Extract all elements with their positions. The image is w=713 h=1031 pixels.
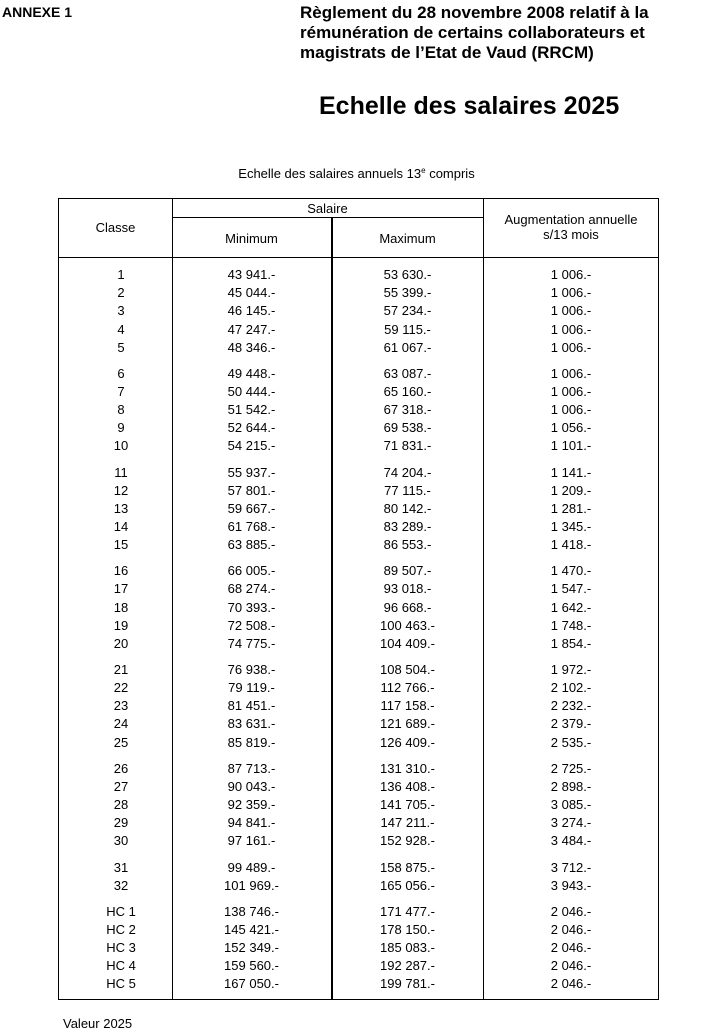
- cell-classe: 6: [117, 365, 125, 381]
- cell-augmentation: 1 006.-: [550, 285, 592, 301]
- caption-superscript: e: [421, 166, 426, 175]
- table-row: [59, 562, 658, 580]
- cell-maximum: 93 018.-: [383, 581, 432, 597]
- cell-augmentation: 2 898.-: [550, 778, 592, 794]
- cell-minimum: 74 775.-: [227, 635, 276, 651]
- cell-augmentation: 1 470.-: [550, 563, 592, 579]
- table-row: [59, 921, 658, 939]
- cell-maximum: 104 409.-: [380, 635, 435, 651]
- cell-minimum: 81 451.-: [227, 698, 276, 714]
- header-minimum: Minimum: [225, 231, 278, 246]
- cell-augmentation: 1 006.-: [550, 267, 592, 282]
- cell-minimum: 92 359.-: [227, 797, 276, 812]
- table-row: [59, 401, 658, 419]
- cell-augmentation: 1 642.-: [550, 599, 592, 615]
- cell-maximum: 147 211.-: [380, 815, 435, 831]
- cell-minimum: 85 819.-: [227, 734, 276, 750]
- cell-classe: 25: [113, 734, 129, 750]
- table-row: [59, 321, 658, 339]
- cell-minimum: 54 215.-: [227, 438, 276, 454]
- cell-augmentation: 3 712.-: [550, 859, 592, 875]
- table-row: [59, 859, 658, 877]
- cell-augmentation: 3 943.-: [550, 877, 592, 893]
- cell-minimum: 94 841.-: [227, 815, 276, 831]
- header-augmentation: [484, 212, 658, 242]
- cell-augmentation: 3 085.-: [550, 797, 592, 812]
- cell-classe: 10: [113, 438, 129, 454]
- cell-maximum: 89 507.-: [383, 563, 432, 579]
- cell-augmentation: 1 101.-: [550, 438, 592, 454]
- cell-classe: HC 4: [106, 958, 136, 974]
- cell-maximum: 63 087.-: [383, 365, 432, 381]
- cell-classe: 30: [113, 833, 129, 849]
- table-row: [59, 302, 658, 320]
- table-row: [59, 464, 658, 482]
- cell-minimum: 68 274.-: [227, 581, 276, 597]
- cell-maximum: 71 831.-: [383, 438, 432, 454]
- cell-classe: 9: [117, 420, 125, 436]
- cell-minimum: 47 247.-: [227, 321, 276, 337]
- regulation-title-line: rémunération de certains collaborateurs et: [300, 23, 645, 42]
- table-row: [59, 760, 658, 778]
- cell-classe: 31: [113, 859, 129, 875]
- cell-maximum: 141 705.-: [380, 797, 435, 812]
- cell-maximum: 61 067.-: [383, 339, 432, 355]
- cell-minimum: 99 489.-: [227, 859, 276, 875]
- annex-label: ANNEXE 1: [2, 4, 73, 20]
- cell-augmentation: 2 379.-: [550, 716, 592, 732]
- regulation-title-line: Règlement du 28 novembre 2008 relatif à la: [300, 3, 649, 22]
- cell-classe: 5: [117, 339, 125, 355]
- table-row: [59, 617, 658, 635]
- cell-classe: 11: [114, 464, 128, 480]
- cell-minimum: 49 448.-: [227, 365, 276, 381]
- page-title: Echelle des salaires 2025: [319, 92, 620, 120]
- cell-minimum: 63 885.-: [227, 537, 276, 553]
- table-row: [59, 661, 658, 679]
- cell-augmentation: 1 972.-: [550, 662, 592, 677]
- cell-minimum: 145 421.-: [224, 921, 279, 937]
- regulation-title: [300, 3, 649, 63]
- footer-note: Valeur 2025: [63, 1016, 133, 1031]
- salary-table: [58, 198, 659, 1000]
- header-classe: Classe: [95, 220, 136, 235]
- cell-classe: 23: [113, 698, 129, 714]
- cell-augmentation: 1 209.-: [550, 482, 592, 498]
- cell-augmentation: 1 141.-: [550, 464, 592, 480]
- cell-classe: 17: [113, 581, 129, 597]
- cell-maximum: 185 083.-: [380, 940, 435, 956]
- cell-classe: 2: [117, 285, 125, 301]
- cell-maximum: 152 928.-: [380, 833, 435, 849]
- table-row: [59, 734, 658, 752]
- table-row: [59, 796, 658, 814]
- cell-classe: 12: [113, 482, 129, 498]
- cell-classe: 29: [113, 815, 129, 831]
- cell-maximum: 69 538.-: [383, 420, 432, 436]
- table-row: [59, 266, 658, 284]
- cell-minimum: 57 801.-: [227, 482, 276, 498]
- cell-augmentation: 1 006.-: [550, 321, 592, 337]
- cell-maximum: 80 142.-: [383, 500, 432, 516]
- cell-classe: 1: [117, 267, 125, 282]
- cell-maximum: 67 318.-: [383, 402, 432, 418]
- cell-augmentation: 1 006.-: [550, 339, 592, 355]
- table-row: [59, 419, 658, 437]
- cell-maximum: 158 875.-: [380, 859, 435, 875]
- cell-classe: 8: [117, 402, 125, 418]
- table-row: [59, 383, 658, 401]
- cell-classe: 18: [113, 599, 129, 615]
- table-row: [59, 599, 658, 617]
- cell-maximum: 86 553.-: [383, 537, 432, 553]
- cell-classe: 14: [113, 518, 129, 534]
- cell-augmentation: 1 006.-: [550, 303, 592, 319]
- cell-augmentation: 2 102.-: [550, 680, 592, 696]
- cell-augmentation: 2 046.-: [550, 903, 592, 919]
- cell-augmentation: 1 006.-: [550, 383, 592, 399]
- cell-maximum: 53 630.-: [383, 267, 432, 282]
- cell-augmentation: 1 547.-: [550, 581, 592, 597]
- cell-maximum: 171 477.-: [380, 903, 435, 919]
- cell-maximum: 117 158.-: [380, 698, 435, 714]
- cell-minimum: 46 145.-: [227, 303, 276, 319]
- header-augmentation-line: s/13 mois: [543, 227, 599, 242]
- cell-augmentation: 1 345.-: [550, 518, 592, 534]
- cell-maximum: 74 204.-: [383, 464, 432, 480]
- cell-maximum: 108 504.-: [380, 662, 435, 677]
- cell-maximum: 96 668.-: [383, 599, 432, 615]
- cell-classe: HC 1: [106, 903, 136, 919]
- table-row: [59, 284, 658, 302]
- cell-maximum: 77 115.-: [384, 482, 431, 498]
- cell-maximum: 126 409.-: [380, 734, 435, 750]
- regulation-title-line: magistrats de l’Etat de Vaud (RRCM): [300, 43, 594, 62]
- table-row: [59, 365, 658, 383]
- cell-minimum: 43 941.-: [227, 267, 276, 282]
- cell-classe: 7: [117, 383, 125, 399]
- cell-minimum: 48 346.-: [227, 339, 276, 355]
- cell-augmentation: 1 006.-: [550, 402, 592, 418]
- cell-maximum: 55 399.-: [383, 285, 432, 301]
- cell-minimum: 97 161.-: [227, 833, 276, 849]
- cell-classe: HC 3: [106, 940, 136, 956]
- cell-classe: 16: [113, 563, 129, 579]
- cell-maximum: 131 310.-: [380, 760, 435, 776]
- cell-augmentation: 2 046.-: [550, 958, 592, 974]
- cell-minimum: 45 044.-: [227, 285, 276, 301]
- cell-augmentation: 1 854.-: [550, 635, 592, 651]
- table-row: [59, 635, 658, 653]
- table-row: [59, 832, 658, 850]
- table-row: [59, 536, 658, 554]
- cell-maximum: 112 766.-: [380, 680, 435, 696]
- cell-minimum: 101 969.-: [224, 877, 279, 893]
- cell-minimum: 138 746.-: [224, 903, 279, 919]
- table-row: [59, 778, 658, 796]
- cell-minimum: 70 393.-: [227, 599, 276, 615]
- table-row: [59, 500, 658, 518]
- cell-augmentation: 3 274.-: [550, 815, 592, 831]
- cell-minimum: 167 050.-: [224, 976, 279, 992]
- cell-minimum: 50 444.-: [227, 383, 276, 399]
- cell-maximum: 59 115.-: [384, 321, 431, 337]
- cell-augmentation: 2 046.-: [550, 976, 592, 992]
- cell-maximum: 83 289.-: [383, 518, 432, 534]
- cell-minimum: 79 119.-: [228, 680, 275, 696]
- cell-classe: HC 2: [106, 921, 136, 937]
- cell-classe: 20: [113, 635, 129, 651]
- cell-minimum: 55 937.-: [227, 464, 276, 480]
- cell-classe: 19: [113, 617, 129, 633]
- cell-maximum: 121 689.-: [380, 716, 435, 732]
- cell-maximum: 192 287.-: [380, 958, 435, 974]
- cell-minimum: 52 644.-: [227, 420, 276, 436]
- cell-classe: 32: [113, 877, 129, 893]
- table-row: [59, 518, 658, 536]
- table-row: [59, 877, 658, 895]
- table-row: [59, 697, 658, 715]
- cell-maximum: 57 234.-: [383, 303, 432, 319]
- cell-augmentation: 1 056.-: [550, 420, 592, 436]
- cell-maximum: 199 781.-: [380, 976, 435, 992]
- table-row: [59, 814, 658, 832]
- cell-maximum: 136 408.-: [380, 778, 435, 794]
- cell-minimum: 59 667.-: [227, 500, 276, 516]
- header-divider: [172, 217, 483, 218]
- cell-minimum: 66 005.-: [227, 563, 276, 579]
- cell-minimum: 152 349.-: [224, 940, 279, 956]
- cell-classe: 21: [113, 662, 129, 677]
- cell-classe: 24: [113, 716, 129, 732]
- cell-maximum: 165 056.-: [380, 877, 435, 893]
- cell-classe: 15: [113, 537, 129, 553]
- table-row: [59, 715, 658, 733]
- cell-augmentation: 3 484.-: [550, 833, 592, 849]
- cell-minimum: 83 631.-: [227, 716, 276, 732]
- cell-classe: 3: [117, 303, 125, 319]
- cell-augmentation: 2 046.-: [550, 940, 592, 956]
- cell-minimum: 159 560.-: [224, 958, 279, 974]
- table-row: [59, 580, 658, 598]
- cell-augmentation: 1 748.-: [550, 617, 592, 633]
- caption-text: Echelle des salaires annuels 13: [238, 166, 422, 181]
- header-bottom-rule: [59, 257, 658, 258]
- header-maximum: Maximum: [379, 231, 436, 246]
- cell-minimum: 72 508.-: [227, 617, 276, 633]
- cell-minimum: 76 938.-: [227, 662, 276, 677]
- table-row: [59, 957, 658, 975]
- cell-classe: 28: [113, 797, 129, 812]
- table-row: [59, 437, 658, 455]
- cell-augmentation: 2 232.-: [550, 698, 592, 714]
- cell-classe: 22: [113, 680, 129, 696]
- cell-minimum: 61 768.-: [227, 518, 276, 534]
- cell-augmentation: 1 281.-: [550, 500, 592, 516]
- cell-classe: HC 5: [106, 976, 136, 992]
- table-row: [59, 975, 658, 993]
- header-augmentation-line: Augmentation annuelle: [504, 212, 638, 227]
- cell-classe: 27: [113, 778, 129, 794]
- cell-maximum: 100 463.-: [380, 617, 435, 633]
- cell-maximum: 178 150.-: [380, 921, 435, 937]
- cell-augmentation: 1 418.-: [550, 537, 592, 553]
- table-row: [59, 679, 658, 697]
- cell-augmentation: 2 535.-: [550, 734, 592, 750]
- cell-maximum: 65 160.-: [383, 383, 432, 399]
- cell-minimum: 90 043.-: [227, 778, 276, 794]
- cell-augmentation: 2 725.-: [550, 760, 592, 776]
- table-row: [59, 339, 658, 357]
- table-row: [59, 903, 658, 921]
- header-salaire: Salaire: [307, 201, 348, 216]
- cell-classe: 13: [113, 500, 129, 516]
- cell-minimum: 87 713.-: [227, 760, 276, 776]
- cell-classe: 4: [117, 321, 125, 337]
- caption-text-end: compris: [425, 166, 475, 181]
- table-caption: [0, 166, 713, 181]
- cell-augmentation: 2 046.-: [550, 921, 592, 937]
- table-row: [59, 939, 658, 957]
- table-row: [59, 482, 658, 500]
- cell-minimum: 51 542.-: [227, 402, 276, 418]
- cell-classe: 26: [113, 760, 129, 776]
- cell-augmentation: 1 006.-: [550, 365, 592, 381]
